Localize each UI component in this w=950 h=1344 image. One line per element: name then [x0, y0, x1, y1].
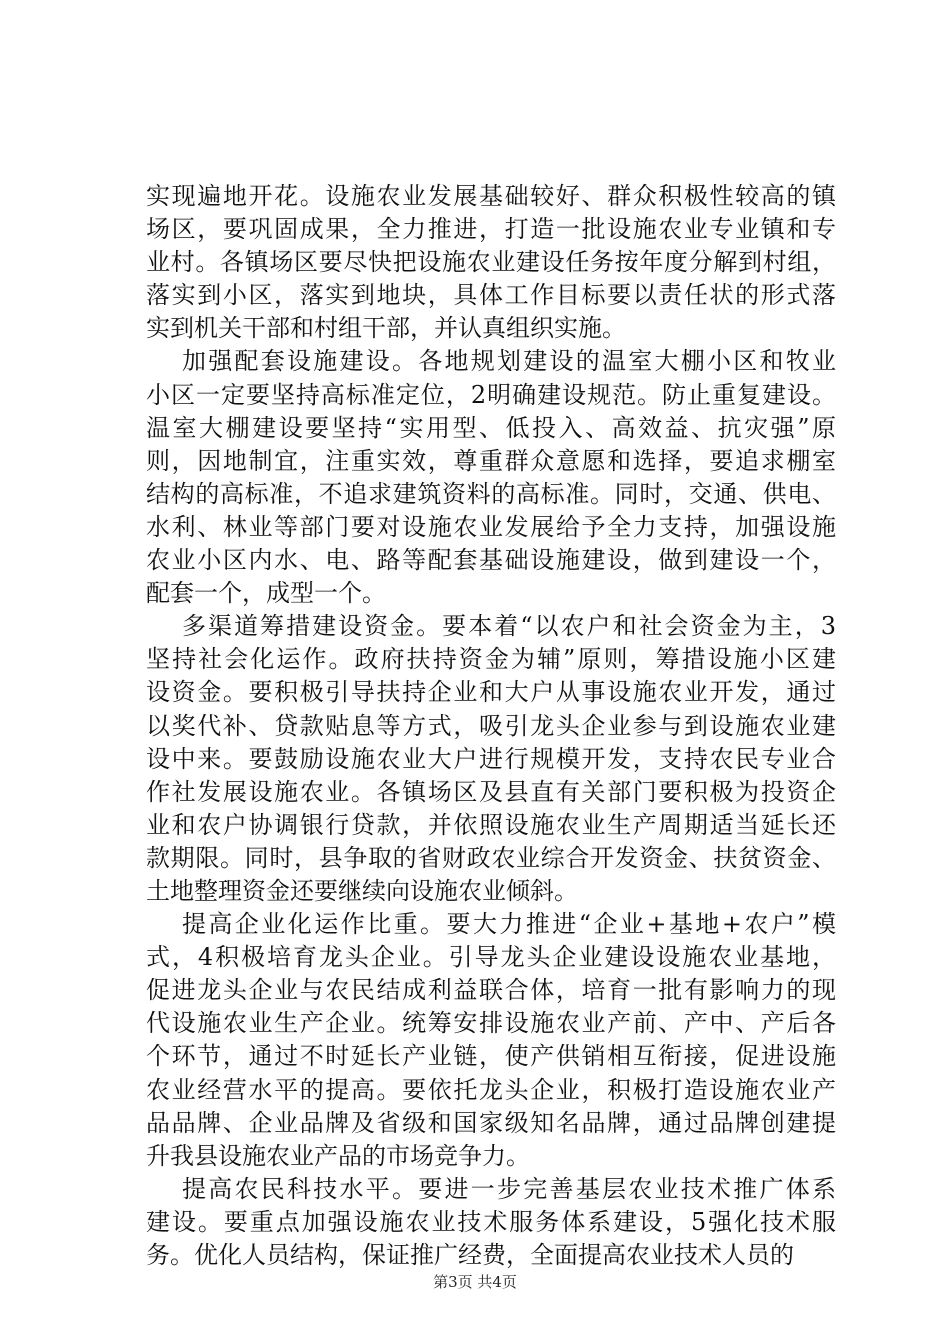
paragraph — [146, 180, 836, 345]
text-line: 结构的高标准，不追求建筑资料的高标准。同时，交通、供电、 — [146, 479, 836, 508]
text-line: 则，因地制宜，注重实效，尊重群众意愿和选择，要追求棚室 — [146, 446, 836, 475]
text-line: 提高企业化运作比重。要大力推进“企业+基地+农户”模 — [182, 910, 836, 939]
paragraph — [146, 908, 836, 1173]
text-line: 场区，要巩固成果，全力推进，打造一批设施农业专业镇和专 — [146, 215, 836, 244]
page-footer: 第3页 共4页 — [433, 1273, 517, 1291]
text-line: 促进龙头企业与农民结成利益联合体，培育一批有影响力的现 — [146, 976, 836, 1005]
text-line: 农业小区内水、电、路等配套基础设施建设，做到建设一个， — [146, 546, 836, 575]
text-line: 落实到小区，落实到地块，具体工作目标要以责任状的形式落 — [146, 281, 836, 310]
text-line: 设资金。要积极引导扶持企业和大户从事设施农业开发，通过 — [146, 678, 836, 707]
text-line: 款期限。同时，县争取的省财政农业综合开发资金、扶贫资金、 — [146, 843, 836, 872]
text-line: 以奖代补、贷款贴息等方式，吸引龙头企业参与到设施农业建 — [146, 711, 836, 740]
text-line: 温室大棚建设要坚持“实用型、低投入、高效益、抗灾强”原 — [146, 413, 836, 442]
text-line: 多渠道筹措建设资金。要本着“以农户和社会资金为主，3 — [182, 612, 836, 641]
text-line: 务。优化人员结构，保证推广经费，全面提高农业技术人员的 — [146, 1241, 794, 1269]
text-line: 式，4积极培育龙头企业。引导龙头企业建设设施农业基地， — [146, 943, 836, 972]
text-line: 建设。要重点加强设施农业技术服务体系建设，5强化技术服 — [146, 1207, 836, 1236]
text-line: 提高农民科技水平。要进一步完善基层农业技术推广体系 — [182, 1174, 836, 1203]
paragraph — [146, 345, 836, 610]
text-line: 品品牌、企业品牌及省级和国家级知名品牌，通过品牌创建提 — [146, 1108, 836, 1137]
text-line: 土地整理资金还要继续向设施农业倾斜。 — [146, 876, 578, 905]
text-line: 水利、林业等部门要对设施农业发展给予全力支持，加强设施 — [146, 512, 836, 541]
text-line: 升我县设施农业产品的市场竞争力。 — [146, 1141, 530, 1170]
text-line: 设中来。要鼓励设施农业大户进行规模开发，支持农民专业合 — [146, 744, 836, 773]
text-line: 业和农户协调银行贷款，并依照设施农业生产周期适当延长还 — [146, 810, 836, 839]
paragraph — [146, 1173, 836, 1272]
text-line: 实到机关干部和村组干部，并认真组织实施。 — [146, 314, 626, 343]
text-line: 作社发展设施农业。各镇场区及县直有关部门要积极为投资企 — [146, 777, 836, 806]
text-line: 代设施农业生产企业。统筹安排设施农业产前、产中、产后各 — [146, 1009, 836, 1038]
body-text — [146, 180, 836, 1272]
text-line: 配套一个，成型一个。 — [146, 579, 386, 608]
text-line: 农业经营水平的提高。要依托龙头企业，积极打造设施农业产 — [146, 1075, 836, 1104]
text-line: 个环节，通过不时延长产业链，使产供销相互衔接，促进设施 — [146, 1042, 836, 1071]
text-line: 业村。各镇场区要尽快把设施农业建设任务按年度分解到村组， — [146, 248, 836, 277]
paragraph — [146, 610, 836, 908]
text-line: 实现遍地开花。设施农业发展基础较好、群众积极性较高的镇 — [146, 182, 836, 210]
text-line: 加强配套设施建设。各地规划建设的温室大棚小区和牧业 — [182, 347, 836, 376]
text-line: 小区一定要坚持高标准定位，2明确建设规范。防止重复建设。 — [146, 380, 836, 409]
text-line: 坚持社会化运作。政府扶持资金为辅”原则，筹措设施小区建 — [146, 645, 836, 674]
